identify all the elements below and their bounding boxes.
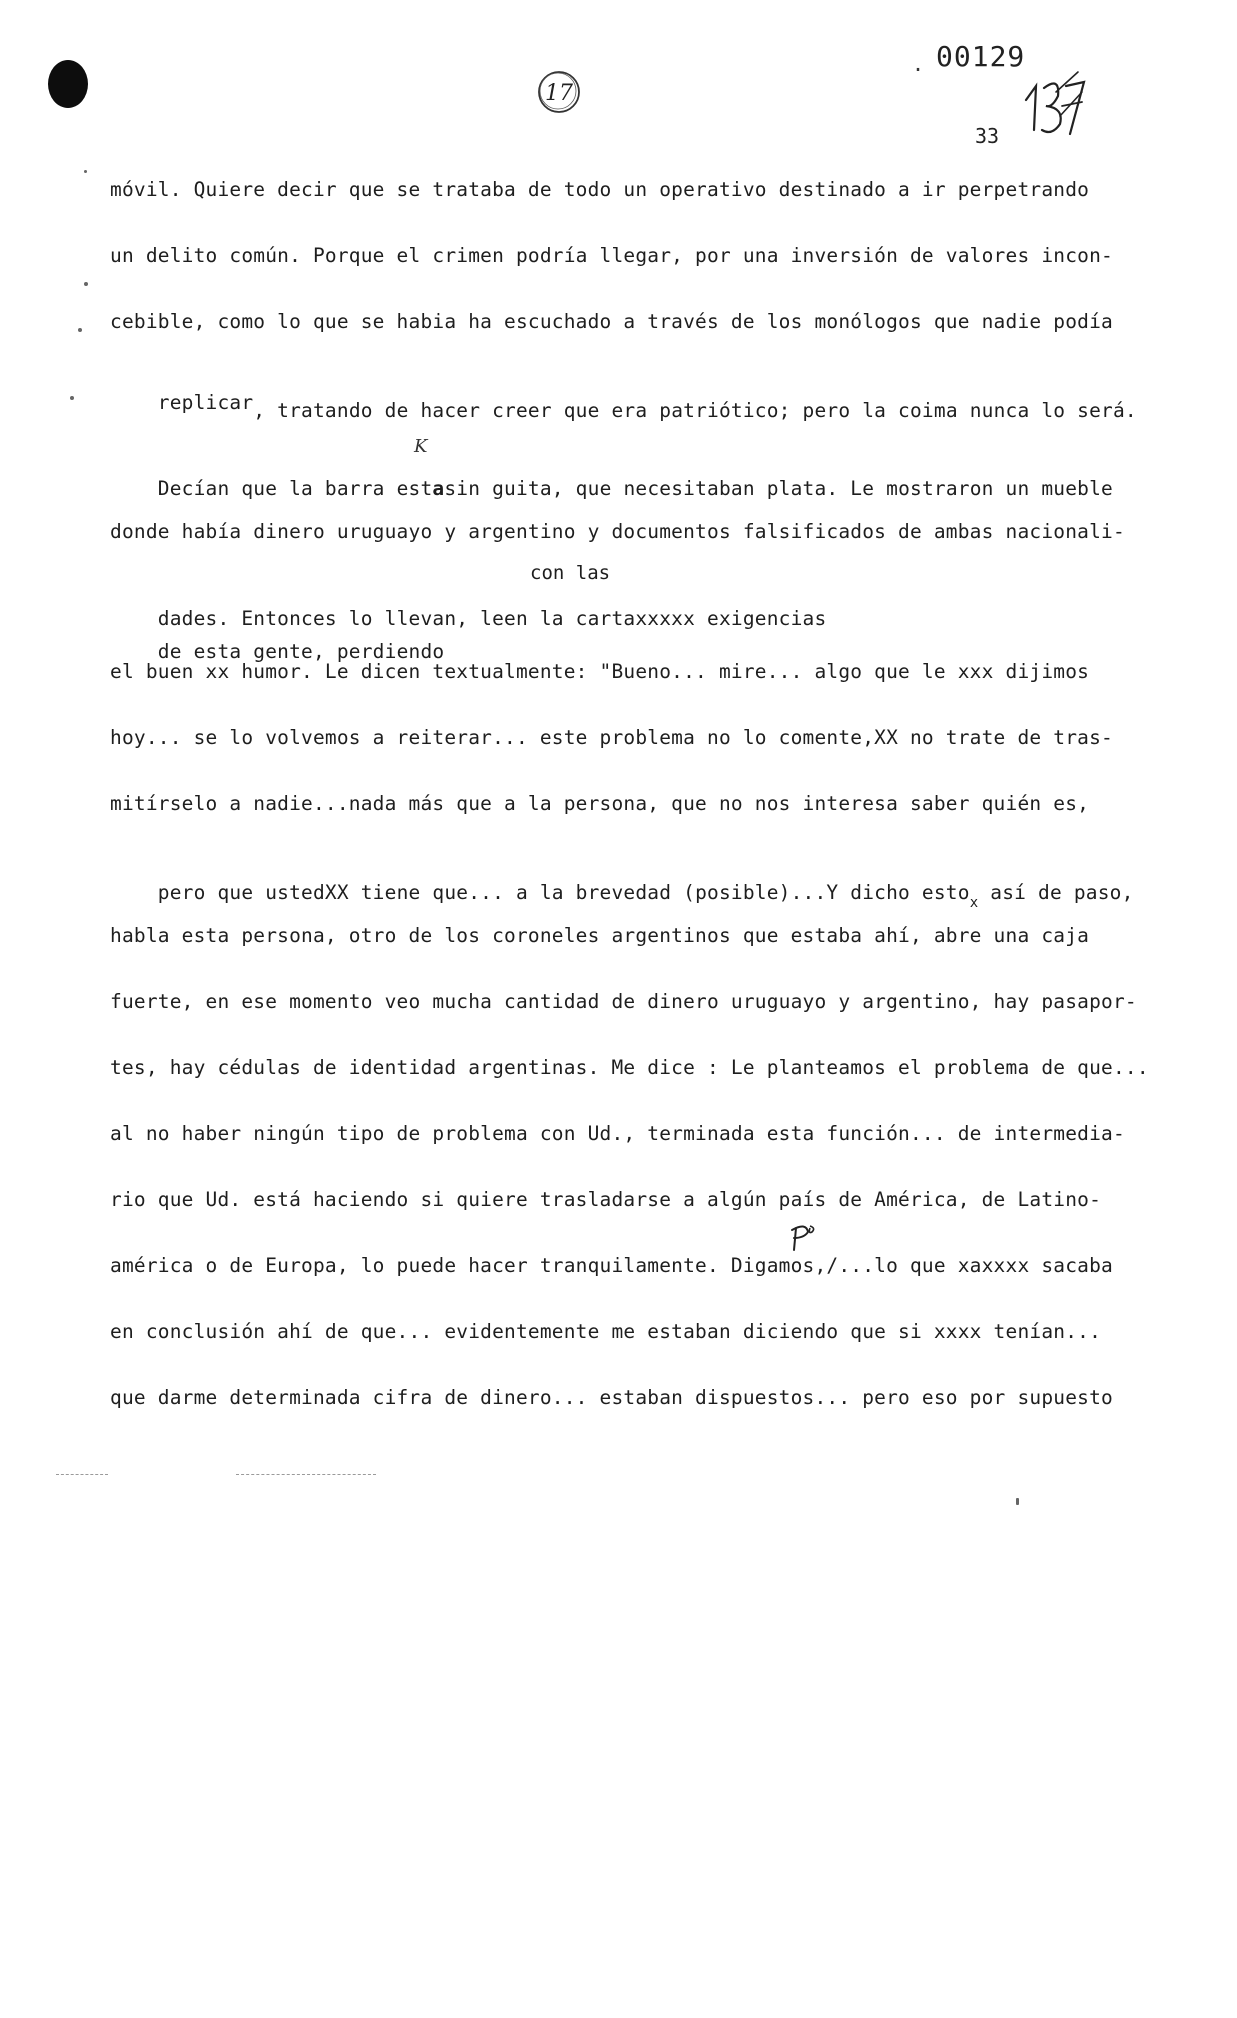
line-segment-raised: replicar	[157, 391, 254, 414]
body-line: américa o de Europa, lo puede hacer tranquilamente. Digamos,/...lo que xaxxxx sacaba	[110, 1254, 1113, 1277]
handwritten-folio-mark-icon	[1016, 56, 1088, 140]
interlinear-insert: con las	[530, 562, 611, 584]
bottom-rule	[56, 1474, 108, 1475]
body-line: móvil. Quiere decir que se trataba de todo un operativo destinado a ir perpetrando	[110, 178, 1090, 201]
body-line: mitírselo a nadie...nada más que a la persona, que no nos interesa saber quién es,	[110, 792, 1090, 815]
stray-mark	[78, 328, 82, 332]
body-line	[110, 454, 1113, 523]
line-segment: pero que ustedXX tiene que... a la brevedad (posible)...Y dicho esto	[157, 881, 970, 904]
body-line: tes, hay cédulas de identidad argentinas. Me dice : Le planteamos el problema de que...	[110, 1056, 1149, 1079]
body-line	[110, 858, 1134, 927]
stray-mark	[1016, 1498, 1019, 1505]
stray-mark	[84, 282, 88, 286]
line-segment: , tratando de hacer creer que era patriótico; pero la coima nunca lo será.	[253, 399, 1137, 422]
body-line: cebible, como lo que se habia ha escuchado a través de los monólogos que nadie podía	[110, 310, 1113, 333]
line-segment: Decían que la barra est	[157, 477, 433, 500]
stray-mark	[70, 396, 74, 400]
body-line: que darme determinada cifra de dinero... estaban dispuestos... pero eso por supuesto	[110, 1386, 1113, 1409]
page-number: 33	[975, 124, 1000, 148]
line-segment: sin guita, que necesitaban plata. Le mostraron un mueble	[444, 477, 1113, 500]
body-line: el buen xx humor. Le dicen textualmente: "Bueno... mire... algo que le xxx dijimos	[110, 660, 1090, 683]
body-line: donde había dinero uruguayo y argentino y documentos falsificados de ambas nacionali-	[110, 520, 1125, 543]
body-line: en conclusión ahí de que... evidentemente me estaban diciendo que si xxxx tenían...	[110, 1320, 1102, 1343]
body-line: rio que Ud. está haciendo si quiere trasladarse a algún país de América, de Latino-	[110, 1188, 1102, 1211]
line-segment-lowered: de esta gente, perdiendo	[157, 640, 445, 663]
bottom-rule	[236, 1474, 376, 1475]
overstrike-letter: a	[432, 477, 445, 500]
stray-mark	[84, 170, 87, 173]
body-line	[110, 376, 1137, 445]
handwritten-caret: x	[969, 895, 979, 911]
line-segment: así de paso,	[978, 881, 1134, 904]
doc-number-dot: .	[912, 52, 925, 76]
body-line: al no haber ningún tipo de problema con Ud., terminada esta función... de intermedia-	[110, 1122, 1125, 1145]
line-segment: dades. Entonces lo llevan, leen la cartaxxxxx exigencias	[157, 607, 827, 630]
body-line: habla esta persona, otro de los coroneles argentinos que estaba ahí, abre una caja	[110, 924, 1090, 947]
folio-stamp-number: 17	[545, 81, 573, 106]
punch-hole	[48, 60, 88, 108]
body-line: fuerte, en ese momento veo mucha cantidad de dinero uruguayo y argentino, hay pasapor-	[110, 990, 1137, 1013]
handwritten-correction: K	[414, 436, 428, 457]
body-line: un delito común. Porque el crimen podría llegar, por una inversión de valores incon-	[110, 244, 1113, 267]
folio-stamp-icon	[534, 66, 584, 116]
document-number: 00129	[936, 40, 1026, 73]
body-line: hoy... se lo volvemos a reiterar... este problema no lo comente,XX no trate de tras-	[110, 726, 1113, 749]
